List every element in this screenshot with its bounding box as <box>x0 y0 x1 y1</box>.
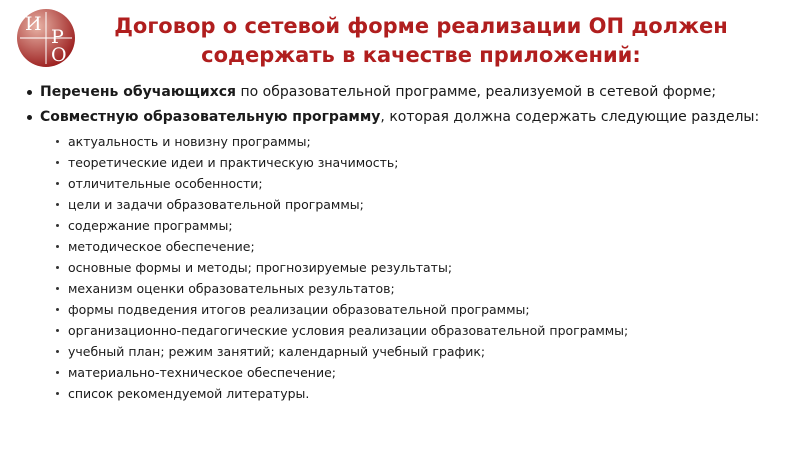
section-item: актуальность и новизну программы; <box>40 131 786 152</box>
section-item: список рекомендуемой литературы. <box>40 383 786 404</box>
section-item: организационно-педагогические условия реализации образовательной программы; <box>40 320 786 341</box>
logo-letter-2: Р <box>51 26 64 48</box>
main-list <box>26 83 786 404</box>
section-item: основные формы и методы; прогнозируемые результаты; <box>40 257 786 278</box>
section-item: формы подведения итогов реализации образовательной программы; <box>40 299 786 320</box>
section-item: механизм оценки образовательных результатов; <box>40 278 786 299</box>
list-item-program <box>26 108 786 404</box>
list-item-students <box>26 83 786 102</box>
list-item-bold: Перечень обучающихся <box>40 84 237 100</box>
page-title: Договор о сетевой форме реализации ОП должен содержать в качестве приложений: <box>114 14 728 67</box>
list-item-text: по образовательной программе, реализуемой в сетевой форме; <box>236 84 717 100</box>
section-item: отличительные особенности; <box>40 173 786 194</box>
sections-list <box>40 131 786 404</box>
section-item: методическое обеспечение; <box>40 236 786 257</box>
section-item: теоретические идеи и практическую значимость; <box>40 152 786 173</box>
section-item: содержание программы; <box>40 215 786 236</box>
list-item-text: , которая должна содержать следующие разделы: <box>380 109 760 125</box>
section-item: материально-техническое обеспечение; <box>40 362 786 383</box>
section-item: учебный план; режим занятий; календарный учебный график; <box>40 341 786 362</box>
slide-content <box>26 83 786 404</box>
logo-letter-1: И <box>25 13 42 35</box>
section-item: цели и задачи образовательной программы; <box>40 194 786 215</box>
logo-letter-3: О <box>51 44 67 66</box>
list-item-bold: Совместную образовательную программу <box>40 109 381 125</box>
